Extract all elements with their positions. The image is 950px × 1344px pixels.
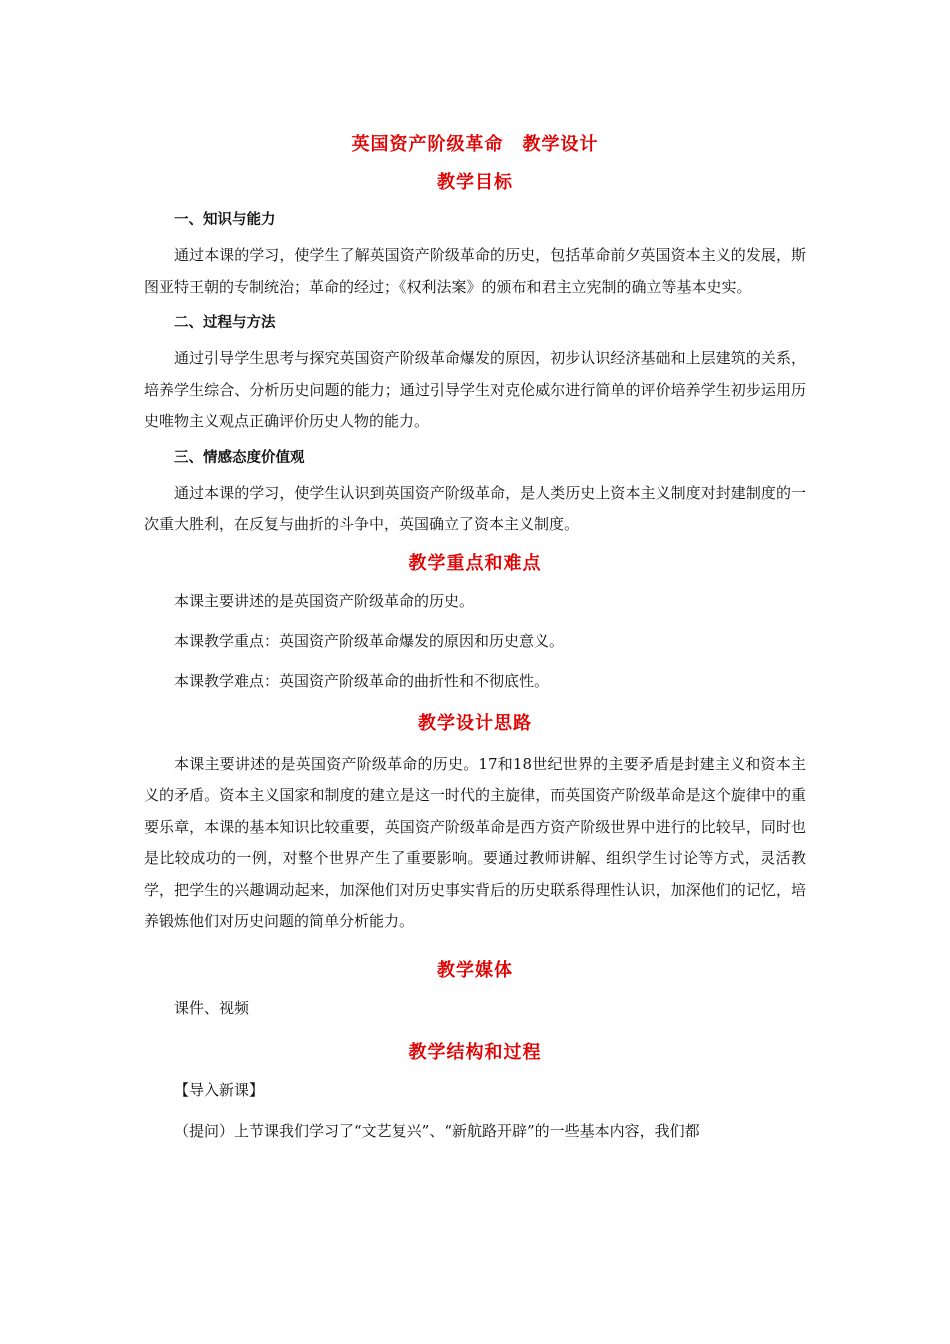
section-heading-media: 教学媒体 [437,959,513,981]
subsection-heading: 二、过程与方法 [174,315,276,331]
intro-heading: 【导入新课】 [174,1080,265,1099]
section-heading-objectives: 教学目标 [437,172,513,193]
subsection-heading: 一、知识与能力 [174,212,276,228]
key-points-line: 本课主要讲述的是英国资产阶级革命的历史。 [174,591,475,610]
section-heading-key-points: 教学重点和难点 [408,552,542,574]
paragraph: （提问）上节课我们学习了“文艺复兴”、“新航路开辟”的一些基本内容，我们都 [174,1121,700,1140]
section-heading-design: 教学设计思路 [418,712,532,734]
subsection-heading: 三、情感态度价值观 [174,449,305,466]
document-body [144,128,806,1155]
paragraph: 通过引导学生思考与探究英国资产阶级革命爆发的原因，初步认识经济基础和上层建筑的关系，培养学生综合、分析历史问题的能力；通过引导学生对克伦威尔进行简单的评价培养学生初步运用历史唯物主义观点正确评价历史人物的能力。 [144,349,806,430]
key-points-line: 本课教学重点：英国资产阶级革命爆发的原因和历史意义。 [174,631,565,650]
subsection-knowledge [144,208,806,303]
paragraph: 通过本课的学习，使学生认识到英国资产阶级革命，是人类历史上资本主义制度对封建制度的一次重大胜利，在反复与曲折的斗争中，英国确立了资本主义制度。 [144,483,806,533]
key-points-line: 本课教学难点：英国资产阶级革命的曲折性和不彻底性。 [174,671,550,690]
paragraph: 通过本课的学习，使学生了解英国资产阶级革命的历史，包括革命前夕英国资本主义的发展，斯图亚特王朝的专制统治；革命的经过；《权利法案》的颁布和君主立宪制的确立等基本史实。 [144,246,806,296]
media-line: 课件、视频 [174,998,250,1017]
subsection-emotion-values [144,446,806,541]
document-title: 英国资产阶级革命 教学设计 [351,134,599,155]
paragraph: 本课主要讲述的是英国资产阶级革命的历史。17和18世纪世界的主要矛盾是封建主义和资本主义的矛盾。资本主义国家和制度的建立是这一时代的主旋律，而英国资产阶级革命是这个旋律中的重要乐章，本课的基本知识比较重要，英国资产阶级革命是西方资产阶级世界中进行的比较早，同时也是比较成功的一例，对整个世界产生了重要影响。要通过教师讲解、组织学生讨论等方式，灵活教学，把学生的兴趣调动起来，加深他们对历史事实背后的历史联系得理性认识，加深他们的记忆，培养锻炼他们对历史问题的简单分析能力。 [144,754,806,930]
section-heading-process: 教学结构和过程 [408,1041,542,1063]
subsection-process-method [144,311,806,438]
